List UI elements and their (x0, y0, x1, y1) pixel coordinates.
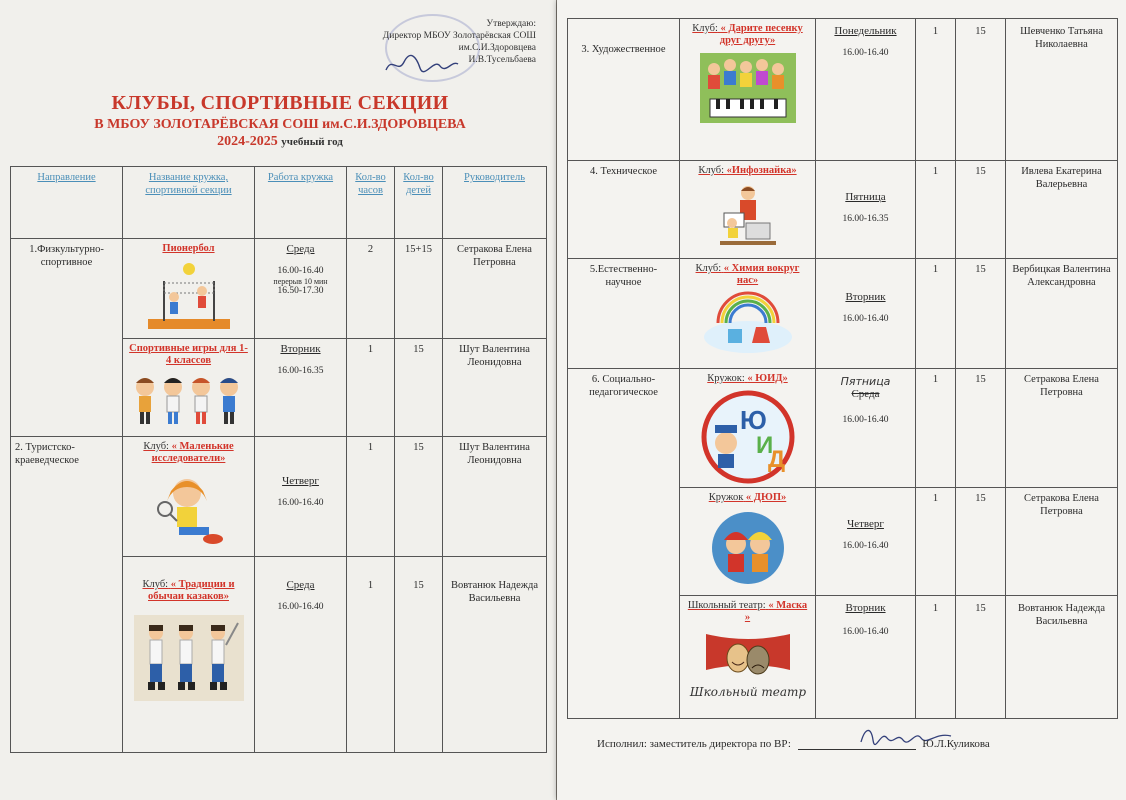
club-title: « ДЮП» (745, 492, 787, 503)
table-row (568, 161, 1118, 259)
club-name (684, 23, 811, 47)
leader-cell: Вербицкая Валентина Александровна (1006, 259, 1118, 369)
theatre-logo: Школьный театр (689, 685, 806, 699)
children-cell: 15 (956, 488, 1006, 596)
club-prefix: Кружок: (707, 373, 745, 384)
approval-line: И.В.Тусельбаева (468, 55, 536, 65)
approval-line: Утверждаю: (486, 19, 536, 29)
signature-line (798, 738, 916, 750)
time-range: 16.50-17.30 (277, 286, 324, 296)
club-name (684, 165, 811, 177)
volleyball-players-icon (144, 261, 234, 333)
table-row (568, 19, 1118, 161)
schedule-cell (255, 437, 347, 557)
time-range: 16.00-16.40 (277, 266, 324, 276)
club-title: « Химия вокруг нас» (723, 263, 800, 286)
document-subtitle: В МБОУ ЗОЛОТАРЁВСКАЯ СОШ им.С.И.ЗДОРОВЦЕВА (94, 117, 466, 132)
club-name (684, 492, 811, 504)
col-direction: Направление (11, 167, 123, 239)
handwritten-day: Пятница (840, 375, 891, 388)
firefighter-kids-icon (710, 510, 786, 586)
time-range: 16.00-16.40 (842, 627, 889, 637)
children-cell: 15 (956, 596, 1006, 719)
time-range: 16.00-16.40 (277, 602, 324, 612)
clubs-table-left (10, 166, 547, 753)
left-page (0, 0, 556, 800)
club-prefix: Клуб: (695, 263, 722, 274)
table-header-row (11, 167, 547, 239)
year-suffix: учебный год (281, 136, 343, 148)
club-cell (680, 369, 816, 488)
children-cell: 15 (395, 339, 443, 437)
hours-cell: 1 (916, 161, 956, 259)
time-range: 16.00-16.40 (842, 48, 889, 58)
direction-cell: 2. Туристско-краеведческое (11, 437, 123, 753)
time-range: 16.00-16.40 (277, 498, 324, 508)
club-cell (680, 488, 816, 596)
col-club: Название кружка, спортивной секции (123, 167, 255, 239)
table-row (568, 259, 1118, 369)
schedule-cell (816, 369, 916, 488)
badge-letter: И (755, 432, 773, 459)
leader-cell: Шевченко Татьяна Николаевна (1006, 19, 1118, 161)
leader-cell: Сетракова Елена Петровна (1006, 369, 1118, 488)
day-name: Вторник (845, 291, 886, 303)
kids-sport-icon (131, 373, 247, 429)
document-title: КЛУБЫ, СПОРТИВНЫЕ СЕКЦИИ (111, 92, 449, 114)
day-name: Четверг (282, 475, 319, 487)
leader-cell: Ивлева Екатерина Валерьевна (1006, 161, 1118, 259)
club-title: « Дарите песенку друг другу» (719, 23, 803, 46)
choir-piano-icon (700, 53, 796, 123)
schedule-cell (816, 488, 916, 596)
chemistry-cloud-icon (700, 293, 796, 357)
time-range: 16.00-16.40 (842, 415, 889, 425)
day-name: Среда (286, 579, 315, 591)
footer-label: Исполнил: заместитель директора по ВР: (597, 738, 791, 750)
yuid-badge-icon (696, 391, 800, 483)
club-title: « ЮИД» (747, 373, 788, 384)
break-note: перерыв 10 мин (273, 277, 328, 286)
hours-cell: 1 (916, 369, 956, 488)
children-cell: 15 (956, 369, 1006, 488)
club-cell (680, 161, 816, 259)
hours-cell: 1 (916, 259, 956, 369)
children-cell: 15 (395, 557, 443, 753)
table-row (568, 369, 1118, 488)
club-cell (123, 437, 255, 557)
hours-cell: 1 (916, 596, 956, 719)
day-name: Среда (851, 388, 880, 400)
club-prefix: Клуб: (698, 165, 725, 176)
club-prefix: Клуб: (142, 579, 169, 590)
time-range: 16.00-16.35 (842, 214, 889, 224)
direction-cell: 6. Социально-педагогическое (568, 369, 680, 719)
club-cell (123, 557, 255, 753)
day-name: Пятница (845, 191, 886, 203)
day-name: Среда (286, 243, 315, 255)
leader-cell: Вовтанюк Надежда Васильевна (1006, 596, 1118, 719)
col-hours: Кол-во часов (347, 167, 395, 239)
school-year (30, 133, 530, 151)
leader-cell: Вовтанюк Надежда Васильевна (443, 557, 547, 753)
leader-cell: Сетракова Елена Петровна (443, 239, 547, 339)
schedule-cell (255, 557, 347, 753)
club-name: Пионербол (162, 243, 215, 254)
computer-kids-icon (718, 183, 778, 247)
schedule-cell (816, 19, 916, 161)
document-title-block (30, 92, 530, 151)
col-children: Кол-во детей (395, 167, 443, 239)
approval-block (336, 18, 536, 66)
children-cell: 15 (395, 437, 443, 557)
theatre-masks-icon (689, 630, 806, 714)
schedule-cell (255, 339, 347, 437)
badge-letter: Ю (739, 405, 767, 435)
schedule-cell (816, 259, 916, 369)
club-name (684, 263, 811, 287)
children-cell: 15 (956, 259, 1006, 369)
day-name: Четверг (847, 518, 884, 530)
leader-cell: Шут Валентина Леонидовна (443, 339, 547, 437)
time-range: 16.00-16.40 (842, 314, 889, 324)
right-page (557, 0, 1126, 800)
table-row (11, 239, 547, 339)
schedule-cell (816, 161, 916, 259)
club-name: Спортивные игры для 1-4 классов (129, 343, 248, 366)
col-leader: Руководитель (443, 167, 547, 239)
children-cell: 15+15 (395, 239, 443, 339)
day-name: Понедельник (834, 25, 897, 37)
hours-cell: 1 (916, 19, 956, 161)
direction-cell: 5.Естественно-научное (568, 259, 680, 369)
direction-cell: 3. Художественное (568, 19, 680, 161)
club-name (127, 579, 250, 603)
club-cell (680, 596, 816, 719)
clubs-table-right (567, 18, 1118, 719)
hours-cell: 1 (347, 339, 395, 437)
time-range: 16.00-16.35 (277, 366, 324, 376)
club-prefix: Клуб: (692, 23, 718, 34)
hours-cell: 2 (347, 239, 395, 339)
approval-line: им.С.И.Здоровцева (458, 43, 536, 53)
day-name: Вторник (280, 343, 321, 355)
hours-cell: 1 (916, 488, 956, 596)
approval-line: Директор МБОУ Золотарёвская СОШ (382, 31, 536, 41)
club-title: «Инфознайка» (726, 165, 797, 176)
col-schedule: Работа кружка (255, 167, 347, 239)
direction-cell: 4. Техническое (568, 161, 680, 259)
children-cell: 15 (956, 19, 1006, 161)
leader-cell: Шут Валентина Леонидовна (443, 437, 547, 557)
hours-cell: 1 (347, 557, 395, 753)
club-title: « Традиции и обычаи казаков» (148, 579, 235, 602)
schedule-cell (255, 239, 347, 339)
schedule-cell (816, 596, 916, 719)
club-cell (680, 259, 816, 369)
club-name (684, 600, 811, 624)
day-name: Вторник (845, 602, 886, 614)
girl-magnifier-icon (149, 471, 229, 551)
badge-letter: Д (767, 446, 785, 473)
club-title: « Маска » (744, 600, 808, 623)
year-range: 2024-2025 (217, 134, 278, 149)
club-cell (680, 19, 816, 161)
club-prefix: Школьный театр: (687, 600, 766, 611)
hours-cell: 1 (347, 437, 395, 557)
footer-name: Ю.Л.Куликова (922, 738, 990, 750)
club-name (684, 373, 811, 385)
leader-cell: Сетракова Елена Петровна (1006, 488, 1118, 596)
club-name (127, 441, 250, 465)
cossack-dancers-icon (134, 615, 244, 701)
club-cell (123, 339, 255, 437)
time-range: 16.00-16.40 (842, 541, 889, 551)
club-prefix: Кружок (708, 492, 744, 503)
children-cell: 15 (956, 161, 1006, 259)
table-row (11, 437, 547, 557)
direction-cell: 1.Физкультурно-спортивное (11, 239, 123, 437)
club-cell (123, 239, 255, 339)
club-prefix: Клуб: (143, 441, 169, 452)
club-title: « Маленькие исследователи» (151, 441, 234, 464)
footer-signature-line (597, 738, 1117, 750)
